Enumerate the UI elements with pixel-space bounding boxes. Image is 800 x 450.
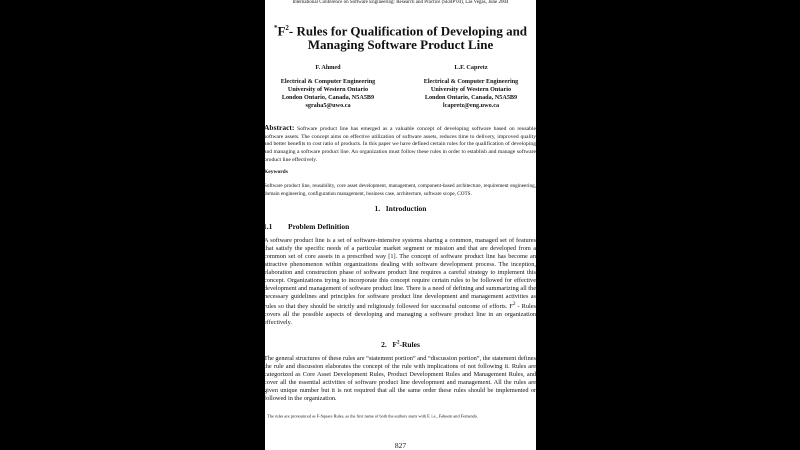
author-email: lcapretz@eng.uwo.ca (442, 102, 500, 109)
author-dept: Electrical & Computer Engineering (280, 78, 376, 85)
abstract-text: Software product line has emerged as a valuable concept of developing software based on reusable software assets. The concept aims on effective utilization of software assets, reduces time to delivery, improved quality and better benefits to cost ratio of products. In this paper we have defined certain rules for the qualification of developing and managing a software product line. An organization must follow these rules in order to establish and manage software product line effectively. (264, 126, 536, 163)
paragraph-text-b: - Rules covers all the possible aspects of developing and managing a software product line in an organization effectively. (264, 302, 536, 326)
paper-title (265, 21, 536, 52)
paragraph-rules: The general structures of these rules are “statement portion” and “discussion portion”, the statement defines the rule and discussion elaborates the concept of the rule with implications of not following it. Rules are categorized as Core Asset Development Rules, Product Development Rules and Management Rules, and cover all the essential activities of software product line development and management. All the rules are given unique number but it is not required that all the same order these rules should be implemented or followed in the organization. (264, 355, 536, 402)
paragraph-problem-definition (264, 237, 536, 327)
subsection-number: 1.1 (263, 222, 273, 231)
section-2-heading (265, 340, 536, 349)
subsection-title: Problem Definition (288, 222, 350, 231)
section-title: Introduction (385, 204, 427, 213)
author-dept: Electrical & Computer Engineering (423, 78, 519, 85)
author-block-2 (406, 64, 536, 110)
title-line1-rest: - Rules for Qualification of Developing and (288, 23, 528, 39)
footnote (262, 411, 537, 418)
title-asterisk: * (273, 24, 278, 32)
author-email: sgraha5@uwo.ca (305, 102, 351, 109)
title-line1-prefix: F (277, 23, 286, 39)
section-title-superscript: 2 (396, 340, 400, 346)
section-number: 2. (381, 340, 387, 349)
author-univ: University of Western Ontario (430, 86, 512, 93)
abstract-label: Abstract: (264, 123, 295, 132)
keywords-text: Software product line, reusability, core asset development, management, component-based architecture, requirement engineering, domain engineering, configuration management, business case, architecture, software scope, COTS. (264, 183, 536, 197)
author-name: L.F. Capretz (454, 64, 488, 71)
running-header: International Conference on Software Engineering: Research and Practice (SERP'04), Las Vegas, June 2004 (292, 0, 509, 5)
page-number: 827 (394, 441, 407, 450)
subsection-heading (263, 222, 349, 231)
keywords-heading: Keywords (264, 169, 288, 175)
footnote-text: The rules are pronounced as F-Square Rules, as the first name of both the authors starts with F, i.e., Faheem and Fernando. (267, 413, 478, 419)
author-univ: University of Western Ontario (287, 86, 369, 93)
author-location: London Ontario, Canada, N5A5B9 (424, 94, 518, 101)
paragraph-superscript: 2 (512, 300, 516, 307)
abstract (264, 124, 536, 165)
author-name: F. Ahmed (315, 64, 341, 71)
paper-page (262, 0, 536, 450)
section-1-heading (265, 204, 536, 213)
author-block-1 (263, 64, 393, 110)
footnote-marker: * (262, 411, 264, 416)
title-line2: Managing Software Product Line (307, 37, 494, 53)
author-location: London Ontario, Canada, N5A5B9 (281, 94, 375, 101)
title-superscript: 2 (285, 24, 289, 32)
section-title-prefix: F (392, 340, 397, 349)
section-number: 1. (374, 204, 381, 213)
paragraph-text-a: A software product line is a set of software-intensive systems sharing a common, managed set of features that satisfy the specific needs of a particular market segment or mission and that are developed from a common set of core assets in a prescribed way [1]. The concept of software product line has become an attractive phenomenon within organizations dealing with software development process. The inception, elaboration and construction phase of software product line requires a careful strategy to implement this concept. Organizations trying to incorporate this concept require certain rules to be followed for effective development and management of software product line. There is a need of defining and summarizing all the necessary guidelines and principles for software product line development and management activities as rules so that they should be strictly and religiously followed for successful outcome of efforts. F (264, 237, 536, 310)
section-title-rest: -Rules (399, 340, 420, 349)
